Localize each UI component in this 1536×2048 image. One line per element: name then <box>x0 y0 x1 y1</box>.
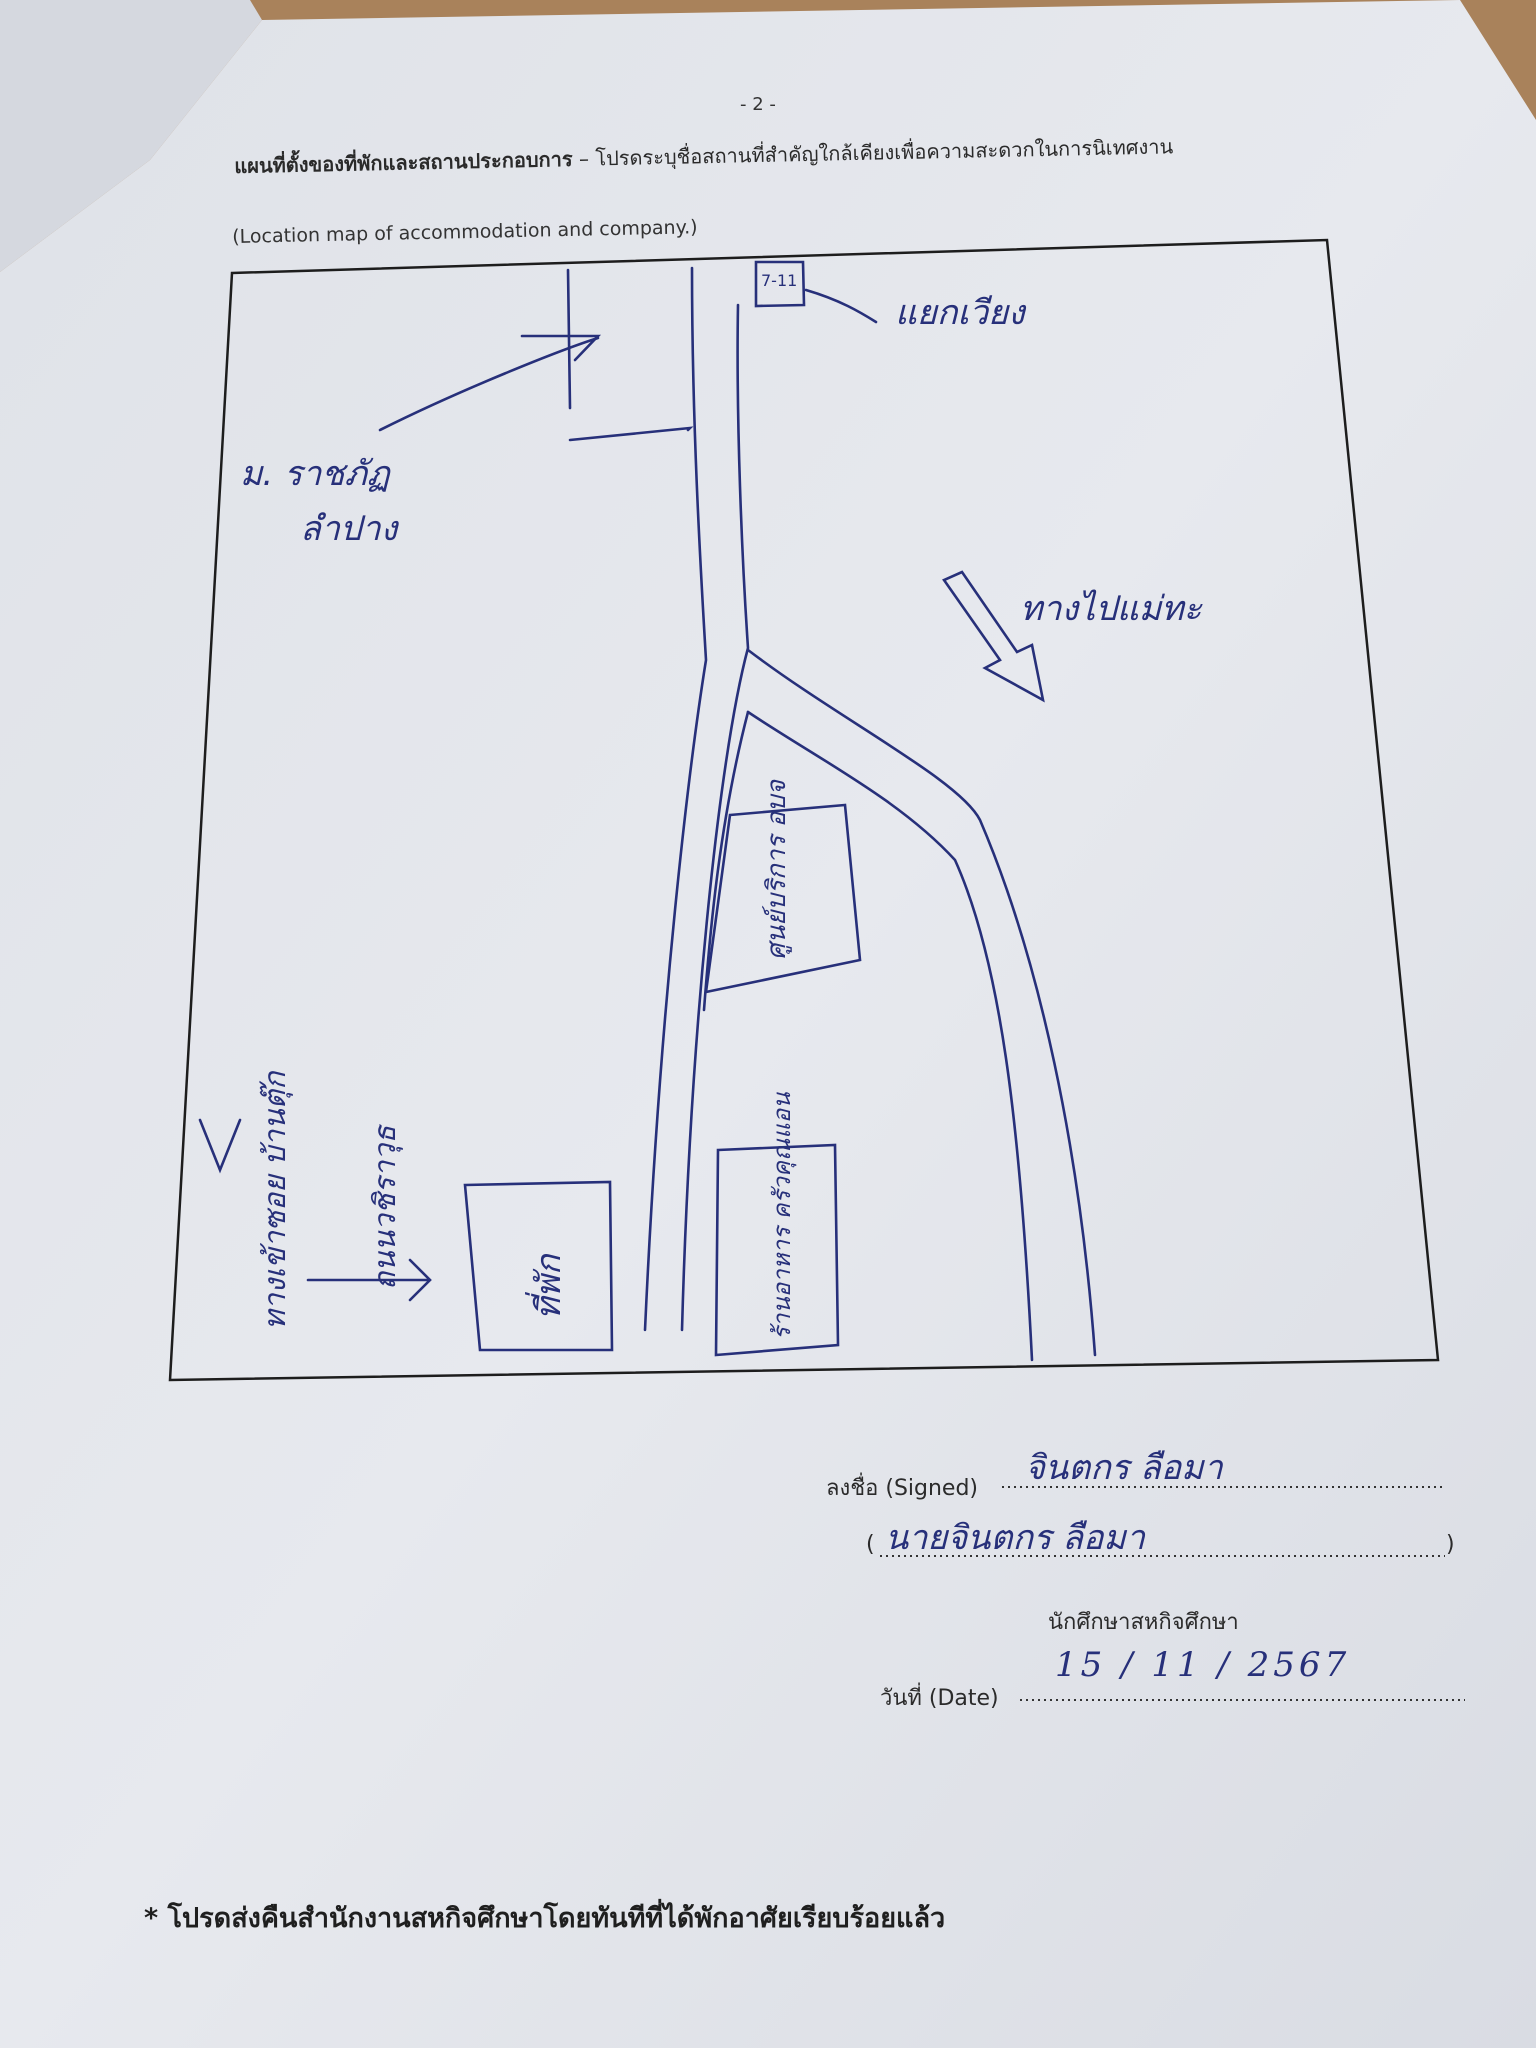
intersection-label: แยกเวียง <box>895 293 1025 333</box>
side-note-label: ทางเข้าซอย บ้านตุ๊ก <box>258 1071 293 1330</box>
university-label-line1: ม. ราชภัฏ <box>240 454 390 494</box>
note-arrow-icon <box>200 1120 240 1170</box>
arrow-head <box>522 336 598 360</box>
signed-label: ลงชื่อ (Signed) <box>826 1476 979 1501</box>
branch-road-outer <box>748 650 1095 1355</box>
heading-separator: – <box>572 146 596 171</box>
name-value: นายจินตกร ลือมา <box>885 1518 1145 1558</box>
store-pointer <box>806 290 876 322</box>
accommodation-label: ที่พัก <box>529 1254 569 1320</box>
heading-english: (Location map of accommodation and company.) <box>232 216 698 248</box>
university-arrow <box>380 338 598 430</box>
signed-value: จินตกร ลือมา <box>1025 1448 1223 1488</box>
heading-title: แผนที่ตั้งของที่พักและสถานประกอบการ <box>234 146 573 178</box>
map-frame <box>170 240 1438 1380</box>
footnote: * โปรดส่งคืนสำนักงานสหกิจศึกษาโดยทันทีที่ได้พักอาศัยเรียบร้อยแล้ว <box>144 1903 946 1934</box>
university-label-line2: ลำปาง <box>300 509 398 549</box>
side-lane <box>568 270 690 440</box>
hand-drawing <box>200 262 1095 1360</box>
date-label: วันที่ (Date) <box>880 1686 999 1711</box>
page-number: - 2 - <box>740 94 776 115</box>
store-label: 7-11 <box>761 271 798 290</box>
road-label: ถนนวชิราวุธ <box>368 1125 403 1290</box>
heading-instruction: โปรดระบุชื่อสถานที่สำคัญใกล้เคียงเพื่อความสะดวกในการนิเทศงาน <box>595 134 1174 171</box>
road-left-edge <box>645 268 706 1330</box>
shop-label: ร้านอาหาร ครัวคุณแอน <box>768 1092 796 1340</box>
name-open-paren: ( <box>866 1532 875 1557</box>
date-value: 15 / 11 / 2567 <box>1055 1645 1351 1685</box>
name-close-paren: ) <box>1446 1532 1455 1557</box>
company-label: ศูนย์บริการ อบจ <box>762 780 792 960</box>
role-label: นักศึกษาสหกิจศึกษา <box>1048 1610 1239 1635</box>
direction-label: ทางไปแม่ทะ <box>1020 589 1202 629</box>
road-right-edge <box>682 305 748 1330</box>
